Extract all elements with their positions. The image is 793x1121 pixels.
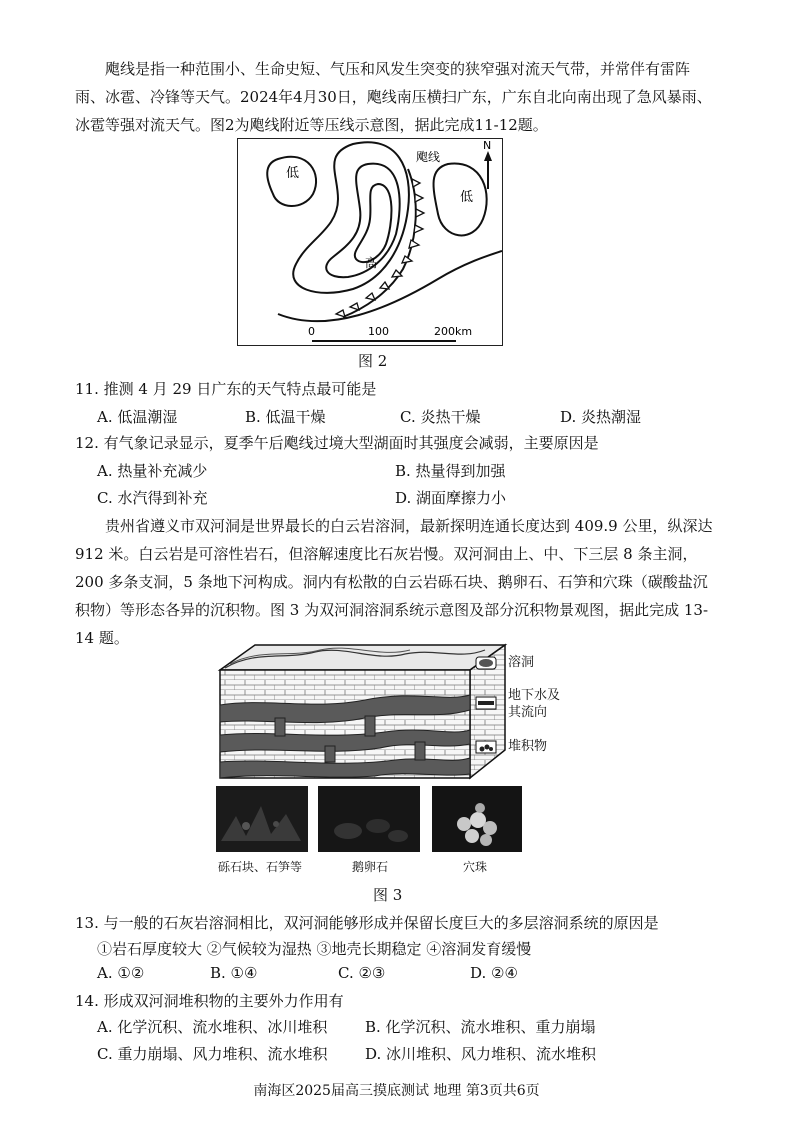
isobar-low-left: [267, 157, 316, 206]
page-footer: 南海区2025届高三摸底测试 地理 第3页共6页: [253, 1083, 540, 1099]
legend-groundwater-label-1: 地下水及: [508, 688, 561, 703]
cave-block-diagram: [215, 640, 515, 780]
passage-squall-line: 飑线是指一种范围小、生命史短、气压和风发生突变的狭窄强对流天气带，并常伴有雷阵雨、冰雹、冷锋等天气。2024年4月30日，飑线南压横扫广东，广东自北向南出现了急风暴雨、冰雹等强对流天气。图2为飑线附近等压线示意图，据此完成11-12题。: [75, 60, 712, 134]
figure-3-caption: 图 3: [373, 886, 403, 904]
photo-pebbles: [318, 786, 420, 852]
passage-shuanghe-cave: 贵州省遵义市双河洞是世界最长的白云岩溶洞，最新探明连通长度达到 409.9 公里，纵深达 912 米。白云岩是可溶性岩石，但溶解速度比石灰岩慢。双河洞由上、中、下三层 8 条主洞，200 多条支洞，5 条地下河构成。洞内有松散的白云岩砾石块、鹅卵石、石笋和穴珠（碳酸盐沉积物）等形态各异的沉积物。图 3 为双河洞溶洞系统示意图及部分沉积物景观图，据此完成 13-14 题。: [75, 517, 713, 647]
q13-option-a[interactable]: A. ①②: [97, 964, 145, 982]
label-high: 高: [365, 256, 378, 270]
scale-200: 200km: [434, 325, 473, 338]
q14-option-a[interactable]: A. 化学沉积、流水堆积、冰川堆积: [97, 1018, 328, 1036]
q13-option-b[interactable]: B. ①④: [210, 964, 258, 982]
isobar-diagram: [238, 139, 502, 345]
q12-option-c[interactable]: C. 水汽得到补充: [97, 489, 208, 507]
label-squall-line: 飑线: [416, 150, 441, 164]
question-12-stem: 12. 有气象记录显示，夏季午后飑线过境大型湖面时其强度会减弱，主要原因是: [75, 434, 599, 452]
photo-caption-pearls: 穴珠: [463, 860, 488, 874]
q11-option-b[interactable]: B. 低温干燥: [245, 408, 326, 426]
scale-100: 100: [368, 325, 389, 338]
figure-2-isobar-map: [237, 138, 503, 346]
legend-deposit-label: 堆积物: [508, 739, 548, 754]
question-14-stem: 14. 形成双河洞堆积物的主要外力作用有: [75, 992, 344, 1010]
q12-option-d[interactable]: D. 湖面摩擦力小: [395, 489, 507, 507]
figure-2-caption: 图 2: [358, 352, 388, 370]
question-13-stem: 13. 与一般的石灰岩溶洞相比，双河洞能够形成并保留长度巨大的多层溶洞系统的原因是: [75, 914, 659, 932]
legend-deposit-icon: [475, 740, 497, 754]
north-label: N: [483, 139, 492, 152]
q13-statements: ①岩石厚度较大 ②气候较为湿热 ③地壳长期稳定 ④溶洞发育缓慢: [97, 940, 532, 958]
legend-groundwater-icon: [475, 696, 497, 710]
isobar-high-middle: [326, 164, 399, 278]
legend-groundwater-label-2: 其流向: [508, 705, 548, 720]
q13-option-d[interactable]: D. ②④: [470, 964, 518, 982]
q14-option-c[interactable]: C. 重力崩塌、风力堆积、流水堆积: [97, 1045, 328, 1063]
block-top-face: [220, 645, 505, 670]
photo-caption-gravel: 砾石块、石笋等: [218, 860, 303, 874]
q14-option-d[interactable]: D. 冰川堆积、风力堆积、流水堆积: [365, 1045, 597, 1063]
q14-option-b[interactable]: B. 化学沉积、流水堆积、重力崩塌: [365, 1018, 596, 1036]
label-low-left: 低: [286, 166, 300, 181]
question-11-stem: 11. 推测 4 月 29 日广东的天气特点最可能是: [75, 380, 377, 398]
scale-0: 0: [308, 325, 315, 338]
q11-option-c[interactable]: C. 炎热干燥: [400, 408, 481, 426]
photo-gravel-stalagmite: [216, 786, 308, 852]
photo-cave-pearls: [432, 786, 522, 852]
q13-option-c[interactable]: C. ②③: [338, 964, 386, 982]
legend-cave-icon: [475, 656, 497, 670]
north-arrow-head-icon: [484, 151, 492, 161]
q11-option-d[interactable]: D. 炎热潮湿: [560, 408, 642, 426]
q12-option-a[interactable]: A. 热量补充减少: [97, 462, 208, 480]
squall-line: [343, 169, 416, 317]
label-low-right: 低: [460, 190, 474, 205]
photo-caption-pebbles: 鹅卵石: [352, 860, 389, 874]
legend-cave-label: 溶洞: [508, 655, 535, 670]
figure-3-cave-diagram: [215, 640, 515, 780]
q12-option-b[interactable]: B. 热量得到加强: [395, 462, 506, 480]
q11-option-a[interactable]: A. 低温潮湿: [97, 408, 178, 426]
